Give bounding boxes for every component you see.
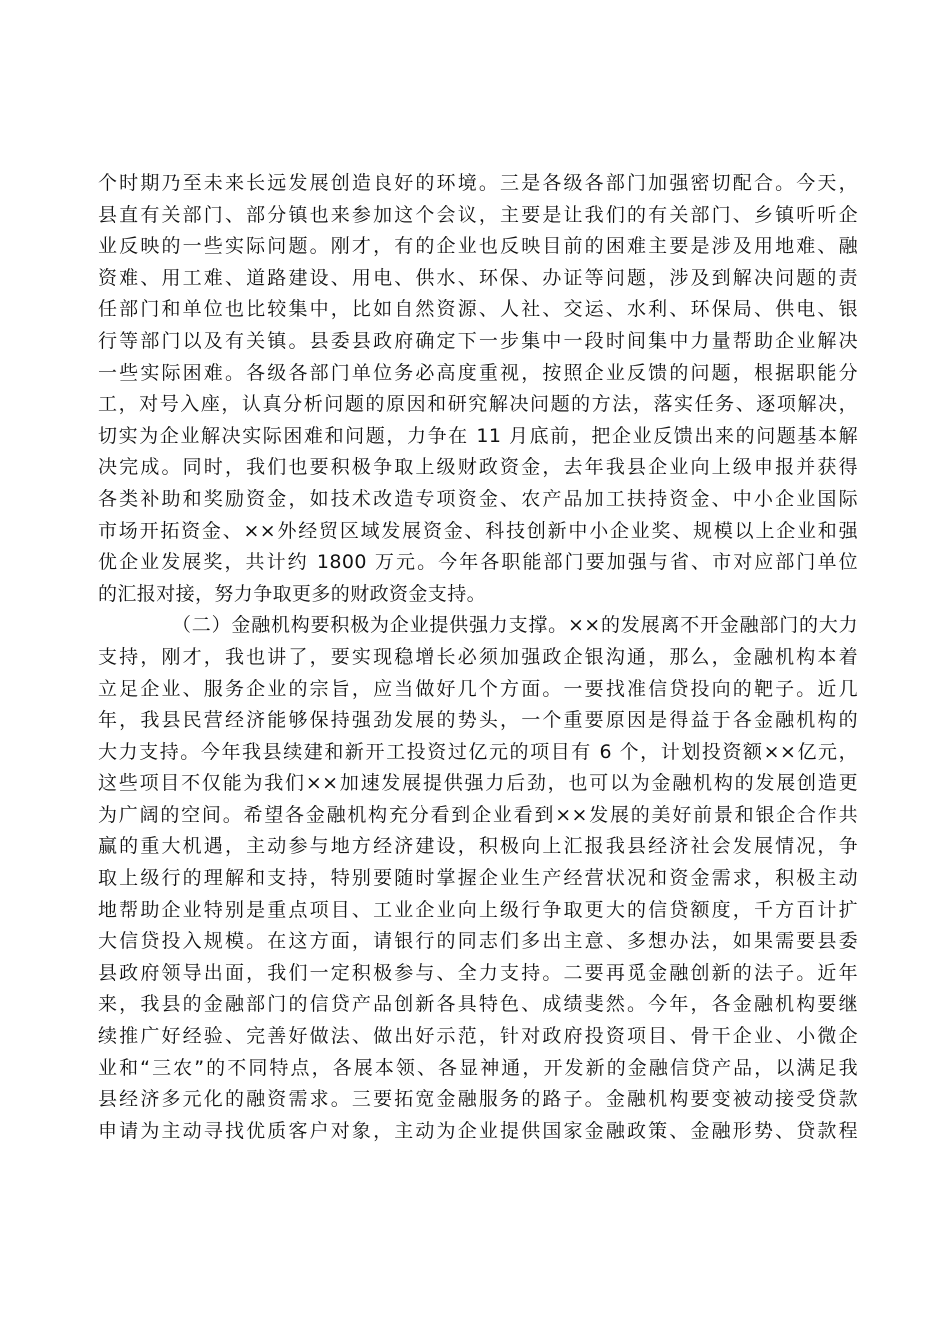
text-line: 市场开拓资金、××外经贸区域发展资金、科技创新中小企业奖、规模以上企业和强 bbox=[98, 519, 858, 542]
text-line: 切实为企业解决实际困难和问题，力争在 11 月底前，把企业反馈出来的问题基本解 bbox=[98, 424, 858, 447]
text-line: 取上级行的理解和支持，特别要随时掌握企业生产经营状况和资金需求，积极主动 bbox=[98, 867, 858, 890]
text-line: 资难、用工难、道路建设、用电、供水、环保、办证等问题，涉及到解决问题的责 bbox=[98, 266, 858, 289]
text-line: 立足企业、服务企业的宗旨，应当做好几个方面。一要找准信贷投向的靶子。近几 bbox=[98, 677, 858, 700]
text-line: 大力支持。今年我县续建和新开工投资过亿元的项目有 6 个，计划投资额××亿元， bbox=[98, 740, 858, 763]
text-line: 这些项目不仅能为我们××加速发展提供强力后劲，也可以为金融机构的发展创造更 bbox=[98, 772, 858, 795]
text-line: 个时期乃至未来长远发展创造良好的环境。三是各级各部门加强密切配合。今天， bbox=[98, 172, 858, 194]
text-line: 一些实际困难。各级各部门单位务必高度重视，按照企业反馈的问题，根据职能分 bbox=[98, 361, 858, 384]
text-line: 优企业发展奖，共计约 1800 万元。今年各职能部门要加强与省、市对应部门单位 bbox=[98, 551, 858, 574]
text-line: 任部门和单位也比较集中，比如自然资源、人社、交运、水利、环保局、供电、银 bbox=[98, 298, 858, 321]
body-text bbox=[98, 168, 858, 1147]
text-line: 各类补助和奖励资金，如技术改造专项资金、农产品加工扶持资金、中小企业国际 bbox=[98, 487, 858, 510]
text-line: 县政府领导出面，我们一定积极参与、全力支持。二要再觅金融创新的法子。近年 bbox=[98, 961, 858, 984]
text-line: 县直有关部门、部分镇也来参加这个会议，主要是让我们的有关部门、乡镇听听企 bbox=[98, 203, 858, 226]
text-line: 工，对号入座，认真分析问题的原因和研究解决问题的方法，落实任务、逐项解决， bbox=[98, 393, 858, 416]
text-line: 赢的重大机遇，主动参与地方经济建设，积极向上汇报我县经济社会发展情况，争 bbox=[98, 835, 858, 858]
text-line: 来，我县的金融部门的信贷产品创新各具特色、成绩斐然。今年，各金融机构要继 bbox=[98, 993, 858, 1016]
section-heading-line: （二）金融机构要积极为企业提供强力支撑。××的发展离不开金融部门的大力 bbox=[172, 614, 858, 637]
text-line: 大信贷投入规模。在这方面，请银行的同志们多出主意、多想办法，如果需要县委 bbox=[98, 930, 858, 953]
text-line: 地帮助企业特别是重点项目、工业企业向上级行争取更大的信贷额度，千方百计扩 bbox=[98, 898, 858, 921]
text-line: 的汇报对接，努力争取更多的财政资金支持。 bbox=[98, 582, 487, 605]
text-line: 行等部门以及有关镇。县委县政府确定下一步集中一段时间集中力量帮助企业解决 bbox=[98, 329, 858, 352]
text-line: 年，我县民营经济能够保持强劲发展的势头，一个重要原因是得益于各金融机构的 bbox=[98, 709, 858, 732]
text-line: 决完成。同时，我们也要积极争取上级财政资金，去年我县企业向上级申报并获得 bbox=[98, 456, 858, 479]
text-line: 续推广好经验、完善好做法、做出好示范，针对政府投资项目、骨干企业、小微企 bbox=[98, 1025, 858, 1048]
text-line: 业反映的一些实际问题。刚才，有的企业也反映目前的困难主要是涉及用地难、融 bbox=[98, 235, 858, 258]
text-line: 支持，刚才，我也讲了，要实现稳增长必须加强政企银沟通，那么，金融机构本着 bbox=[98, 645, 858, 668]
text-line: 为广阔的空间。希望各金融机构充分看到企业看到××发展的美好前景和银企合作共 bbox=[98, 803, 858, 826]
text-line: 业和“三农”的不同特点，各展本领、各显神通，开发新的金融信贷产品，以满足我 bbox=[98, 1056, 858, 1079]
text-line: 县经济多元化的融资需求。三要拓宽金融服务的路子。金融机构要变被动接受贷款 bbox=[98, 1088, 858, 1111]
text-line: 申请为主动寻找优质客户对象，主动为企业提供国家金融政策、金融形势、贷款程 bbox=[98, 1119, 858, 1142]
